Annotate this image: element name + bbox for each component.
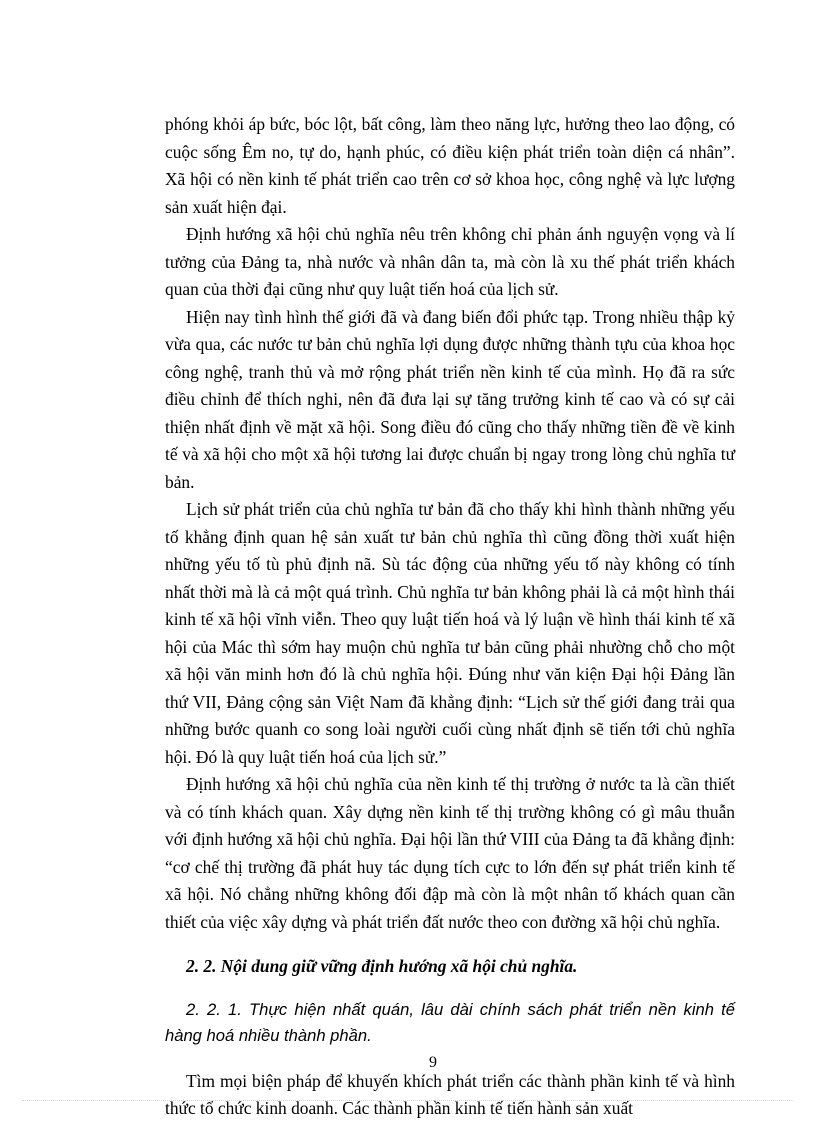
paragraph-continuation: phóng khỏi áp bức, bóc lột, bất công, làm theo năng lực, hưởng theo lao động, có cuộc sống Êm no, tự do, hạnh phúc, có điều kiện phát triển toàn diện cá nhân”. Xã hội có nền kinh tế phát triển cao trên cơ sở khoa học, công nghệ và lực lượng sản xuất hiện đại. xyxy=(165,114,735,217)
paragraph-world-situation: Hiện nay tình hình thế giới đã và đang biến đổi phức tạp. Trong nhiều thập kỷ vừa qua, các nước tư bản chủ nghĩa lợi dụng được những thành tựu của khoa học công nghệ, tranh thủ và mở rộng phát triển nền kinh tế của mình. Họ đã ra sức điều chỉnh để thích nghi, nên đã đưa lại sự tăng trưởng kinh tế cao và có sự cải thiện nhất định về mặt xã hội. Song điều đó cũng cho thấy những tiền đề về kinh tế và xã hội cho một xã hội tương lai được chuẩn bị ngay trong lòng chủ nghĩa tư bản. xyxy=(165,306,735,492)
paragraph-measures: Tìm mọi biện pháp để khuyến khích phát triển các thành phần kinh tế và hình thức tổ chức kinh doanh. Các thành phần kinh tế tiến hành sản xuất xyxy=(165,1070,735,1118)
paragraph-orientation: Định hướng xã hội chủ nghĩa nêu trên không chỉ phản ánh nguyện vọng và lí tưởng của Đảng ta, nhà nước và nhân dân ta, mà còn là xu thế phát triển khách quan của thời đại cũng như quy luật tiến hoá của lịch sử. xyxy=(165,224,735,299)
paragraph-capitalism-history: Lịch sử phát triển của chủ nghĩa tư bản đã cho thấy khi hình thành những yếu tố khẳng định quan hệ sản xuất tư bản chủ nghĩa thì cũng đồng thời xuất hiện những yếu tố tù phủ định nã. Sù tác động của những yếu tố này không có tính nhất thời mà là cả một quá trình. Chủ nghĩa tư bản không phải là cả một hình thái kinh tế xã hội vĩnh viễn. Theo quy luật tiến hoá và lý luận về hình thái kinh tế xã hội của Mác thì sớm hay muộn chủ nghĩa tư bản cũng phải nhường chỗ cho một xã hội văn minh hơn đó là chủ nghĩa hội. Đúng như văn kiện Đại hội Đảng lần thứ VII, Đảng cộng sản Việt Nam đã khẳng định: “Lịch sử thế giới đang trải qua những bước quanh co song loài người cuối cùng nhất định sẽ tiến tới chủ nghĩa hội. Đó là quy luật tiến hoá của lịch sử.” xyxy=(165,499,735,767)
document-body xyxy=(165,111,735,1123)
subsection-heading: 2. 2. 1. Thực hiện nhất quán, lâu dài chính sách phát triển nền kinh tế hàng hoá nhiều thành phần. xyxy=(165,999,735,1045)
page-bottom-divider xyxy=(22,1100,794,1101)
paragraph-market-economy: Định hướng xã hội chủ nghĩa của nền kinh tế thị trường ở nước ta là cần thiết và có tính khách quan. Xây dựng nền kinh tế thị trường không có gì mâu thuẫn với định hướng xã hội chủ nghĩa. Đại hội lần thứ VIII của Đảng ta đã khẳng định: “cơ chế thị trường đã phát huy tác dụng tích cực to lớn đến sự phát triển kinh tế xã hội. Nó chẳng những không đối đập mà còn là một nhân tố khách quan cần thiết của việc xây dựng và phát triển đất nước theo con đường xã hội chủ nghĩa. xyxy=(165,774,735,932)
section-heading: 2. 2. Nội dung giữ vững định hướng xã hội chủ nghĩa. xyxy=(186,956,578,976)
page-number: 9 xyxy=(429,1054,437,1071)
